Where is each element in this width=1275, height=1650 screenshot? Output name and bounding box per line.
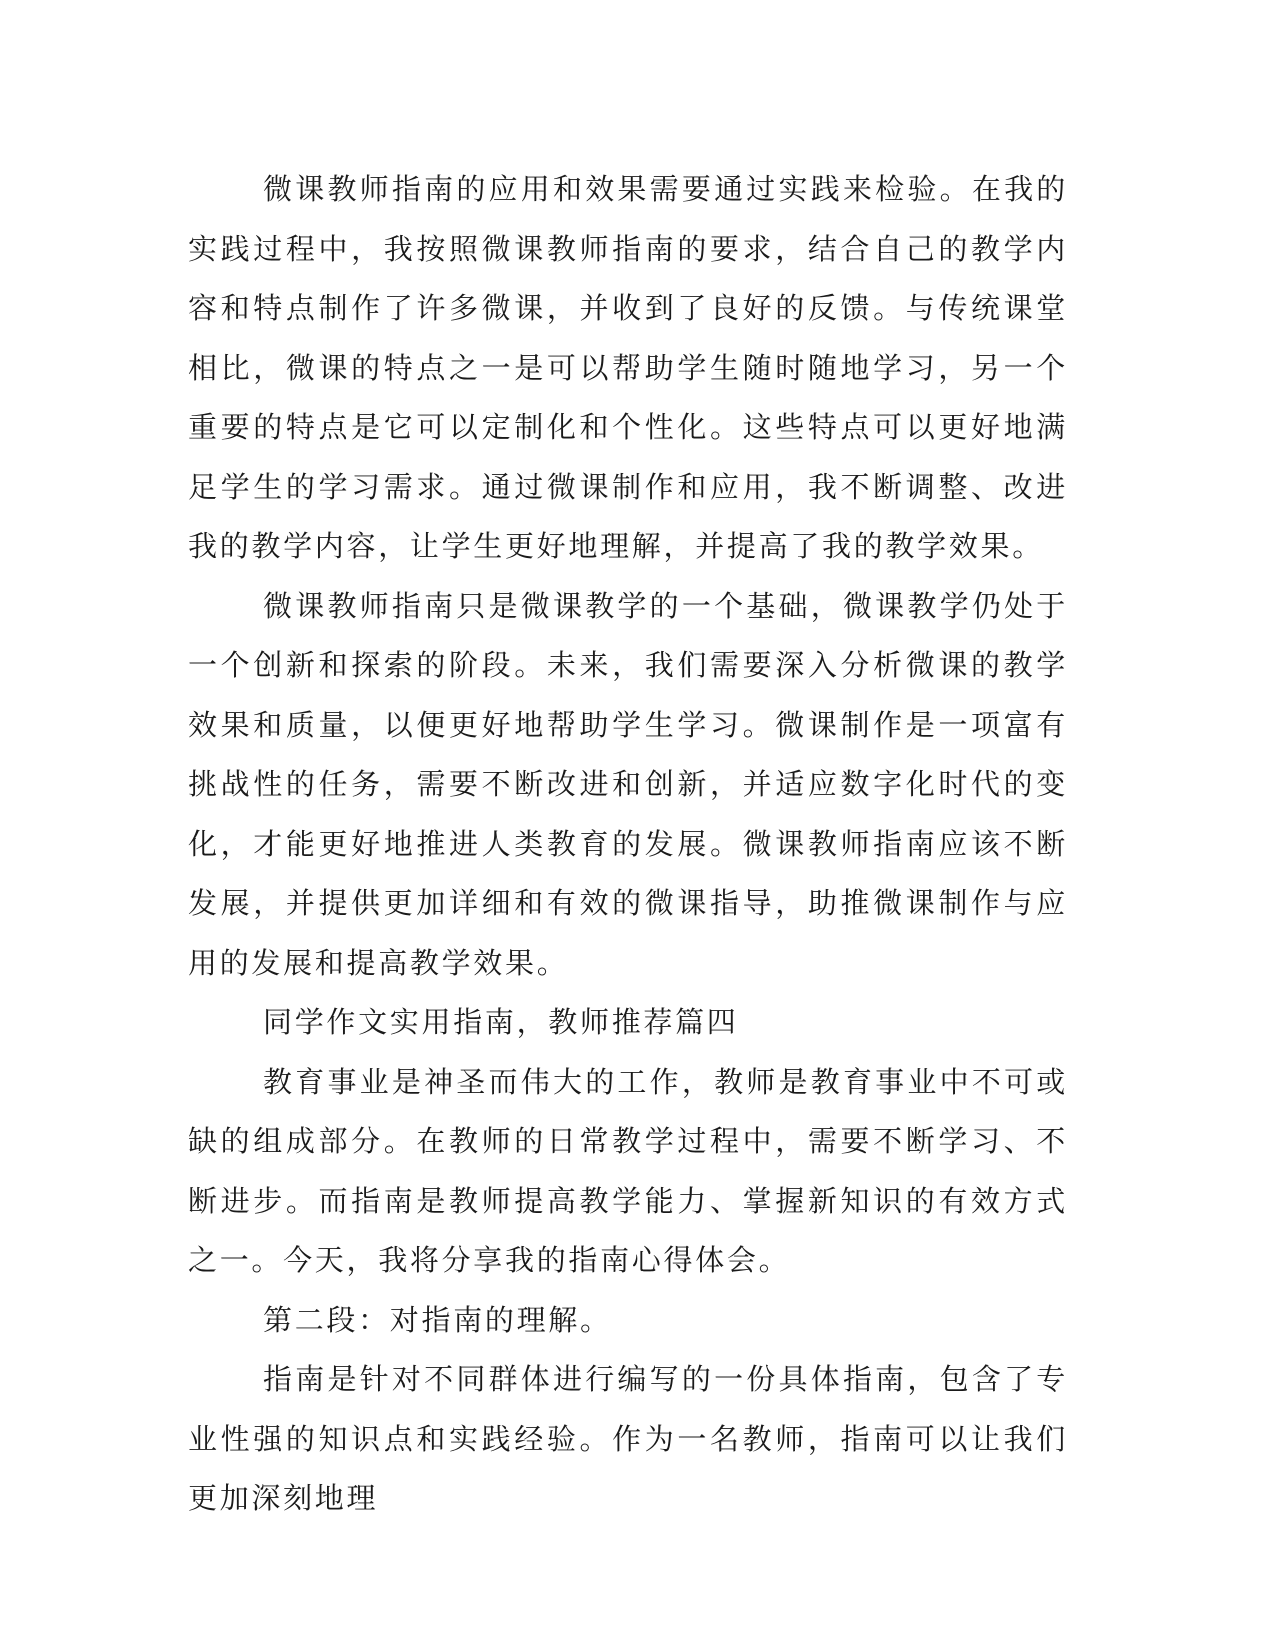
paragraph-practice: 微课教师指南的应用和效果需要通过实践来检验。在我的实践过程中，我按照微课教师指南的要求，结合自己的教学内容和特点制作了许多微课，并收到了良好的反馈。与传统课堂相比，微课的特点之一是可以帮助学生随时随地学习，另一个重要的特点是它可以定制化和个性化。这些特点可以更好地满足学生的学习需求。通过微课制作和应用，我不断调整、改进我的教学内容，让学生更好地理解，并提高了我的教学效果。 (188, 172, 1068, 563)
document-body (188, 160, 1068, 1529)
paragraph-intro: 教育事业是神圣而伟大的工作，教师是教育事业中不可或缺的组成部分。在教师的日常教学过程中，需要不断学习、不断进步。而指南是教师提高教学能力、掌握新知识的有效方式之一。今天，我将分享我的指南心得体会。 (188, 1064, 1068, 1277)
section-title: 同学作文实用指南，教师推荐篇四 (263, 1005, 739, 1039)
paragraph-understanding: 指南是针对不同群体进行编写的一份具体指南，包含了专业性强的知识点和实践经验。作为一名教师，指南可以让我们更加深刻地理 (188, 1362, 1068, 1515)
paragraph-future: 微课教师指南只是微课教学的一个基础，微课教学仍处于一个创新和探索的阶段。未来，我们需要深入分析微课的教学效果和质量，以便更好地帮助学生学习。微课制作是一项富有挑战性的任务，需要不断改进和创新，并适应数字化时代的变化，才能更好地推进人类教育的发展。微课教师指南应该不断发展，并提供更加详细和有效的微课指导，助推微课制作与应用的发展和提高教学效果。 (188, 588, 1068, 980)
subsection-title: 第二段：对指南的理解。 (263, 1302, 612, 1337)
